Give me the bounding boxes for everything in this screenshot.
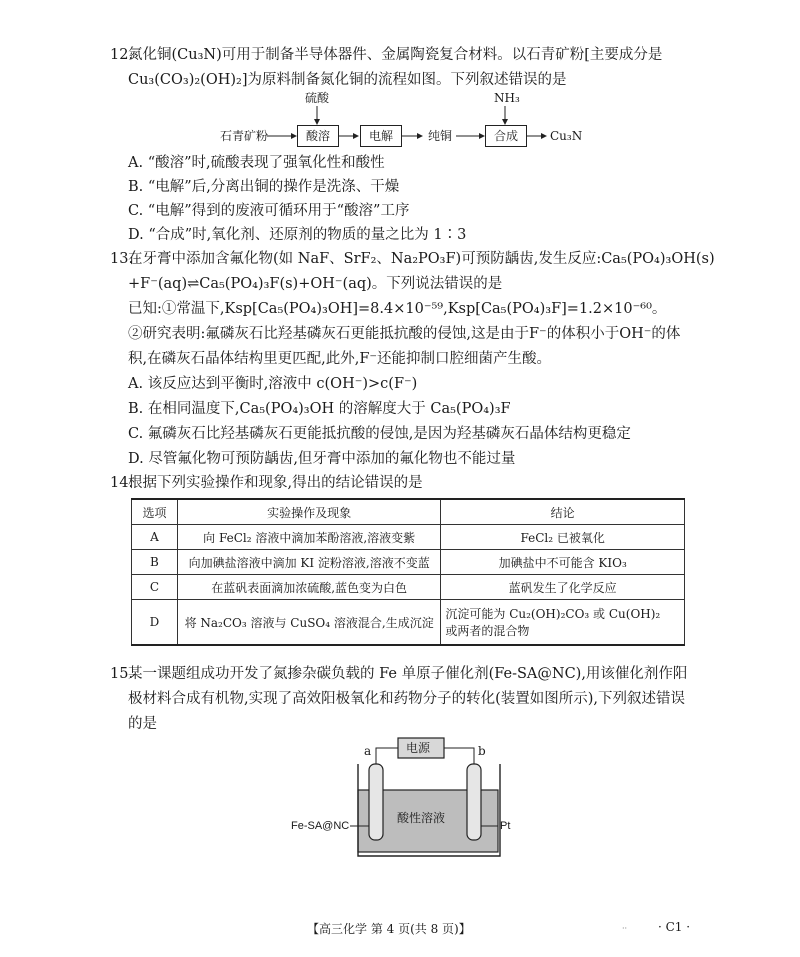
- q15-number: 15.: [110, 666, 134, 682]
- header-option: 选项: [132, 499, 178, 525]
- q12-stem-line1: 氮化铜(Cu₃N)可用于制备半导体器件、金属陶瓷复合材料。以石青矿粉[主要成分是: [128, 47, 663, 63]
- q15-stem-line1: 某一课题组成功开发了氮掺杂碳负载的 Fe 单原子催化剂(Fe-SA@NC),用该催化剂作阳: [128, 666, 688, 682]
- q13-number: 13.: [110, 251, 134, 267]
- left-electrode-label: Fe-SA@NC: [291, 820, 350, 832]
- flow-reagent1: 硫酸: [305, 91, 330, 105]
- flow-step3: 合成: [485, 125, 527, 147]
- row-d-operation: 将 Na₂CO₃ 溶液与 CuSO₄ 溶液混合,生成沉淀: [177, 600, 440, 646]
- row-c-conclusion: 蓝矾发生了化学反应: [441, 575, 685, 600]
- footer-mark: ··: [622, 924, 628, 933]
- row-d-option: D: [132, 600, 178, 646]
- row-b-operation: 向加碘盐溶液中滴加 KI 淀粉溶液,溶液不变蓝: [177, 550, 440, 575]
- q12-option-b: B. “电解”后,分离出铜的操作是洗涤、干燥: [128, 179, 400, 195]
- wire-right: [444, 748, 474, 767]
- q12-option-a: A. “酸溶”时,硫酸表现了强氧化性和酸性: [128, 155, 385, 171]
- q12-number: 12.: [110, 47, 134, 63]
- flow-start: 石青矿粉: [220, 129, 269, 143]
- flow-step1: 酸溶: [297, 125, 339, 147]
- flow-product: Cu₃N: [550, 129, 583, 143]
- row-a-option: A: [132, 525, 178, 550]
- q13-option-b: B. 在相同温度下,Ca₅(PO₄)₃OH 的溶解度大于 Ca₅(PO₄)₃F: [128, 401, 511, 417]
- flow-step2: 电解: [360, 125, 402, 147]
- page-footer: 【高三化学 第 4 页(共 8 页)】: [307, 922, 471, 936]
- power-label: 电源: [406, 741, 431, 755]
- flow-mid: 纯铜: [428, 129, 453, 143]
- q12-stem-line2: Cu₃(CO₃)₂(OH)₂]为原料制备氮化铜的流程如图。下列叙述错误的是: [128, 72, 567, 88]
- q13-known-line2: ②研究表明:氟磷灰石比羟基磷灰石更能抵抗酸的侵蚀,这是由于F⁻的体积小于OH⁻的体: [128, 326, 681, 342]
- row-a-operation: 向 FeCl₂ 溶液中滴加苯酚溶液,溶液变紫: [177, 525, 440, 550]
- q13-known-line3: 积,在磷灰石晶体结构里更匹配,此外,F⁻还能抑制口腔细菌产生酸。: [128, 351, 552, 367]
- q12-option-d: D. “合成”时,氧化剂、还原剂的物质的量之比为 1∶3: [128, 227, 467, 243]
- q14-number: 14.: [110, 475, 134, 491]
- row-b-option: B: [132, 550, 178, 575]
- q14-stem: 根据下列实验操作和现象,得出的结论错误的是: [128, 475, 423, 491]
- q15-stem-line2: 极材料合成有机物,实现了高效阳极氧化和药物分子的转化(装置如图所示),下列叙述错误: [128, 691, 686, 707]
- terminal-b: b: [478, 744, 486, 758]
- header-operation: 实验操作及现象: [177, 499, 440, 525]
- row-c-option: C: [132, 575, 178, 600]
- right-electrode: [467, 764, 481, 840]
- q12-option-c: C. “电解”得到的废液可循环用于“酸溶”工序: [128, 203, 410, 219]
- q15-stem-line3: 的是: [128, 716, 157, 732]
- q13-stem-line2: +F⁻(aq)⇌Ca₅(PO₄)₃F(s)+OH⁻(aq)。下列说法错误的是: [128, 276, 503, 292]
- row-d-conclusion-line1: 沉淀可能为 Cu₂(OH)₂CO₃ 或 Cu(OH)₂: [445, 607, 661, 621]
- terminal-a: a: [364, 744, 372, 758]
- solution-label: 酸性溶液: [397, 811, 446, 825]
- row-a-conclusion: FeCl₂ 已被氧化: [441, 525, 685, 550]
- right-electrode-label: Pt: [500, 820, 511, 832]
- header-conclusion: 结论: [441, 499, 685, 525]
- left-electrode: [369, 764, 383, 840]
- q13-option-a: A. 该反应达到平衡时,溶液中 c(OH⁻)>c(F⁻): [128, 376, 418, 392]
- q13-stem-line1: 在牙膏中添加含氟化物(如 NaF、SrF₂、Na₂PO₃F)可预防龋齿,发生反应:Ca₅(PO₄)₃OH(s): [128, 251, 715, 267]
- q13-option-c: C. 氟磷灰石比羟基磷灰石更能抵抗酸的侵蚀,是因为羟基磷灰石晶体结构更稳定: [128, 426, 631, 442]
- row-d-conclusion-line2: 或两者的混合物: [445, 624, 530, 638]
- row-c-operation: 在蓝矾表面滴加浓硫酸,蓝色变为白色: [177, 575, 440, 600]
- q13-known-line1: 已知:①常温下,Ksp[Ca₅(PO₄)₃OH]=8.4×10⁻⁵⁹,Ksp[Ca₅(PO₄)₃F]=1.2×10⁻⁶⁰。: [128, 301, 667, 317]
- q13-option-d: D. 尽管氟化物可预防龋齿,但牙膏中添加的氟化物也不能过量: [128, 451, 516, 467]
- page-code: · C1 ·: [658, 920, 691, 934]
- flow-reagent2: NH₃: [494, 91, 520, 105]
- row-b-conclusion: 加碘盐中不可能含 KIO₃: [441, 550, 685, 575]
